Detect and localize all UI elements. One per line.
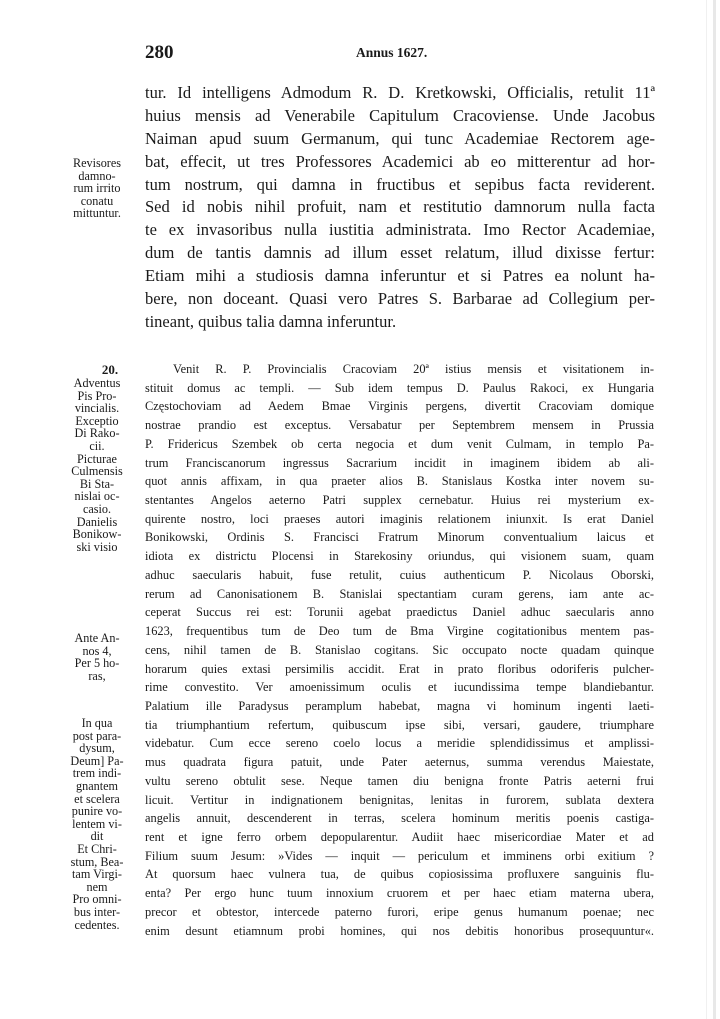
text-line: rime convestito. Ver amoenissimum oculis et iucundissima tempe blandiebantur. <box>145 680 654 695</box>
paragraph-hortus-damna <box>145 82 655 334</box>
text-line: Sed id nobis nihil profuit, nam et restitutio damnorum nulla facta <box>145 197 655 217</box>
marginal-line: stum, Bea- <box>70 854 124 869</box>
marginal-line: Di Rako- <box>74 426 120 441</box>
marginal-line: ras, <box>88 668 106 683</box>
text-line: trum Franciscanorum ingressus Sacrarium incidit in imaginem ibidem ab ali- <box>145 455 654 470</box>
marginal-line: In qua <box>81 716 113 730</box>
text-line: tia triumphantium refertum, quibuscum ipse sibi, versari, gaudere, triumphare <box>145 717 654 732</box>
text-line: precor et obtestor, intercede paterno furori, eripe genus humanum poenae; nec <box>145 904 654 919</box>
marginal-line: lentem vi- <box>72 816 122 831</box>
marginal-note-revisores <box>58 157 136 220</box>
marginal-line: Pis Pro- <box>77 388 117 403</box>
marginal-line: Exceptio <box>75 413 119 428</box>
text-line: Filium suum Jesum: »Vides — inquit — periculum et imminens orbi exitium ? <box>145 848 654 863</box>
marginal-line: mittuntur. <box>73 206 121 221</box>
text-line: adhuc saecularis habuit, fuse retulit, cuius authenticum P. Nicolaus Oborski, <box>145 567 654 582</box>
text-line: horarum quies extasi persimilis accidit. Erat in prato floribus odoriferis pulcher- <box>145 661 654 676</box>
marginal-line: dit <box>90 829 104 844</box>
scan-edge-shadow <box>713 0 716 1019</box>
text-line: tum nostrum, qui damna in fructibus et sepibus facta reviderent. <box>145 174 655 194</box>
text-line: Bonikowski, Ordinis S. Francisci Fratrum Minorum conventualium laicus et <box>145 530 654 545</box>
text-line: angelis annuit, descenderent in terras, scelera hominum meritis poenis castiga- <box>145 811 654 826</box>
text-line: nostrae prandio est exceptus. Versabatur per Septembrem mensem in Prussia <box>145 418 654 433</box>
marginal-line: bus inter- <box>73 904 121 919</box>
marginal-line: nislai oc- <box>74 489 120 504</box>
text-line: licuit. Vertitur in indignationem benignitas, lenitas in furorem, sublata dextera <box>145 792 654 807</box>
text-line: 1623, frequentibus tum de Deo tum de Bma Virgine cogitationibus mentem pas- <box>145 624 654 639</box>
marginal-line: Deum] Pa- <box>70 753 124 768</box>
text-line: videbatur. Cum ecce sereno coelo locus a meridie splendidissimus et amplissi- <box>145 736 654 751</box>
marginal-line: gnantem <box>76 778 118 793</box>
text-line: Częstochoviam ad Aedem Bmae Virginis pergens, divertit Cracoviam domique <box>145 399 654 414</box>
running-title: Annus 1627. <box>356 45 428 60</box>
marginal-line: Ante An- <box>74 631 120 645</box>
marginal-line: Revisores <box>72 156 122 170</box>
text-line: enim desunt etiamnum probi homines, qui nos debitis honoribus prosequuntur«. <box>145 923 654 938</box>
marginal-line: post para- <box>72 728 122 743</box>
marginal-line: ski visio <box>76 539 118 554</box>
marginal-note-in-qua <box>58 717 136 931</box>
page-number: 280 <box>145 42 174 63</box>
text-line: tur. Id intelligens Admodum R. D. Kretkowski, Officialis, retulit 11ª <box>145 83 655 102</box>
marginal-note-adventus <box>58 377 136 553</box>
marginal-line: Adventus <box>73 376 121 390</box>
text-line: Venit R. P. Provincialis Cracoviam 20ª istius mensis et visitationem in- <box>173 362 654 376</box>
marginal-line: nem <box>86 879 108 894</box>
text-line: quirente nostro, loci praeses autori imaginis relationem iniunxit. Is erat Daniel <box>145 511 654 526</box>
text-line: huius mensis ad Venerabile Capitulum Cracoviense. Unde Jacobus <box>145 105 655 125</box>
marginal-line: Culmensis <box>71 464 123 479</box>
marginal-line: Et Chri- <box>77 841 117 856</box>
marginal-line: dysum, <box>79 741 115 756</box>
text-line: vultu sereno obtulit sese. Neque tamen diu benigna fronte Patris aeterni frui <box>145 773 654 788</box>
section-number: 20. <box>101 362 119 377</box>
marginal-line: trem indi- <box>72 766 122 781</box>
text-line: stentantes Angelos aeterno Patri supplex cernebatur. Huius rei mysterium ex- <box>145 493 654 508</box>
marginal-line: tam Virgi- <box>72 867 122 882</box>
text-line: bere, non doceant. Quasi vero Patres S. Barbarae ad Collegium per- <box>145 289 655 309</box>
text-line: dum de tantis damnis ad illum esset relatum, illud dixisse fertur: <box>145 243 655 263</box>
marginal-line: cii. <box>89 438 105 453</box>
marginal-line: nos 4, <box>82 643 112 658</box>
marginal-line: rum irrito <box>73 181 121 196</box>
marginal-line: casio. <box>82 501 112 516</box>
text-line: ceperat Succus rei est: Torunii agebat praedictus Daniel adhuc saecularis anno <box>145 605 654 620</box>
marginal-line: Pro omni- <box>72 892 122 907</box>
text-line: Palatium ille Paradysus peramplum habebat, magna vi hominum ingenti laeti- <box>145 698 654 713</box>
text-line: rent et igne ferro orbem depopularentur. Audiit haec misericordiae Mater et ad <box>145 829 654 844</box>
marginal-line: et scelera <box>74 791 120 806</box>
text-line: te ex invasoribus nulla iustitia administrata. Imo Rector Academiae, <box>145 220 655 240</box>
marginal-line: Danielis <box>76 514 118 529</box>
scan-edge-line <box>706 0 707 1019</box>
text-line: tineant, quibus talia damna inferuntur. <box>145 311 397 331</box>
text-line: Etiam mihi a studiosis damna inferuntur et si Patres ea nolunt ha- <box>145 266 655 286</box>
text-line: quot annis affixam, in qua praeter alios B. Stanislaus Kostka inter novem su- <box>145 474 654 489</box>
marginal-note-ante-annos <box>58 632 136 682</box>
marginal-line: vincialis. <box>74 401 120 416</box>
marginal-line: Per 5 ho- <box>74 656 120 671</box>
marginal-line: damno- <box>78 168 116 183</box>
paragraph-provincialis-visio <box>145 360 654 940</box>
text-line: rerum ad Canonisationem B. Stanislai spectantiam curam gerens, iam ante ac- <box>145 586 654 601</box>
text-line: bat, effecit, ut tres Professores Academici ab eo mitterentur ad hor- <box>145 151 655 171</box>
text-line: Naiman apud suum Germanum, qui tunc Academiae Rectorem age- <box>145 128 655 148</box>
marginal-line: punire vo- <box>71 804 123 819</box>
text-line: mus quadrata figura patuit, unde Pater aeternus, summa verendus Maiestate, <box>145 755 654 770</box>
text-line: stituit domus ac templi. — Sub idem tempus D. Paulus Rakoci, ex Hungaria <box>145 380 654 395</box>
marginal-line: cedentes. <box>74 917 120 932</box>
marginal-line: conatu <box>80 193 114 208</box>
text-line: At quorsum haec vulnera tua, de quibus copiosissima profluxere sanguinis flu- <box>145 867 654 882</box>
marginal-line: Picturae <box>77 451 117 466</box>
text-line: P. Fridericus Szembek ob certa negocia et dum venit Culmam, in templo Pa- <box>145 436 654 451</box>
text-line: enta? Per ergo hunc tuum innoxium cruorem et per haec etiam materna ubera, <box>145 886 654 901</box>
text-line: cens, nihil tamen de B. Stanislao cogitans. Sic occupato nocte quadam quinque <box>145 642 654 657</box>
marginal-line: Bi Sta- <box>79 476 115 491</box>
text-line: idiota ex districtu Plocensi in Starekosiny oriundus, qui visionem suam, quam <box>145 549 654 564</box>
marginal-line: Bonikow- <box>72 527 122 542</box>
